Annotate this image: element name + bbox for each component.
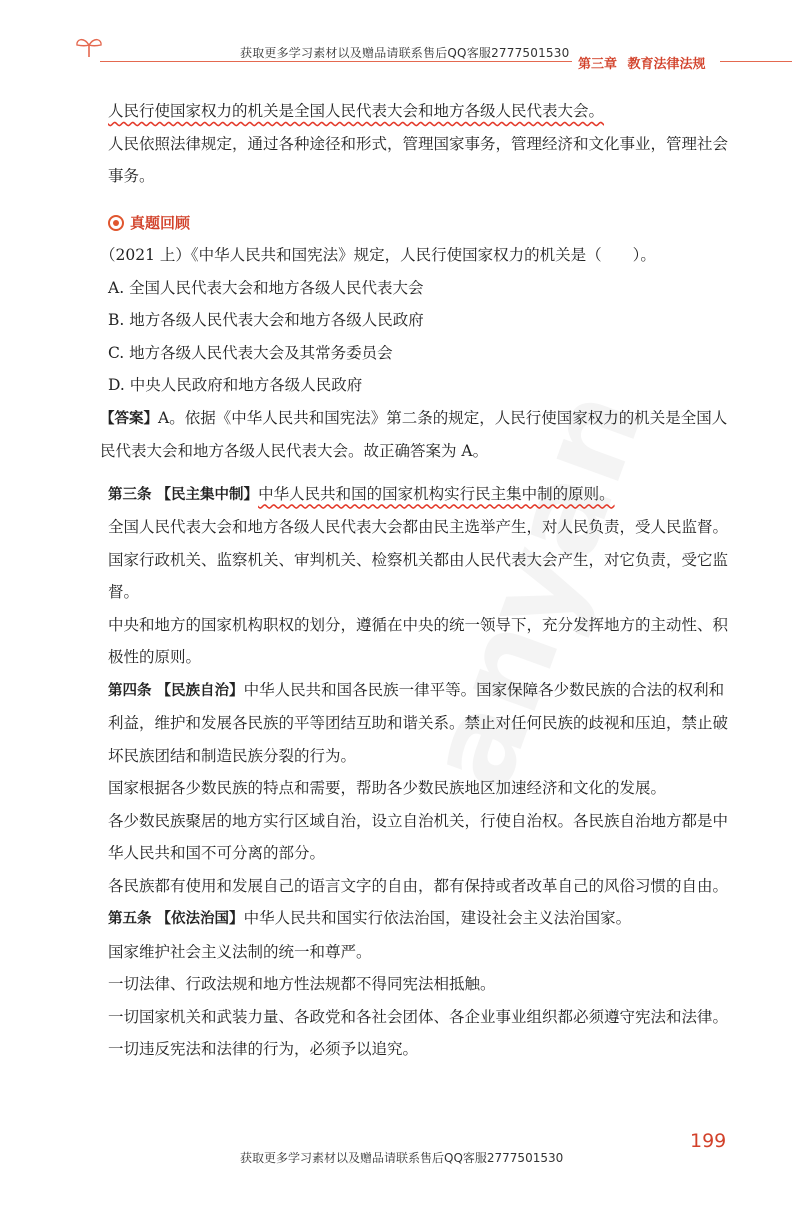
header-watermark: 获取更多学习素材以及赠品请联系售后QQ客服2777501530	[240, 46, 570, 60]
article-5-lead	[108, 902, 738, 936]
article-3-lead-text: 中华人民共和国的国家机构实行民主集中制的原则。	[258, 484, 615, 503]
answer-text: A。依据《中华人民共和国宪法》第二条的规定，人民行使国家权力的机关是全国人民代表大会和地方各级人民代表大会。故正确答案为 A。	[100, 408, 728, 460]
article-3-lead	[108, 478, 738, 512]
option-a: A. 全国人民代表大会和地方各级人民代表大会	[108, 278, 424, 297]
article-4-lead-text: 中华人民共和国各民族一律平等。国家保障各少数民族的合法的权利和利益，维护和发展各民族的平等团结互助和谐关系。禁止对任何民族的歧视和压迫，禁止破坏民族团结和制造民族分裂的行为。	[108, 680, 729, 765]
option-c: C. 地方各级人民代表大会及其常务委员会	[108, 343, 393, 362]
article-4-para: 各民族都有使用和发展自己的语言文字的自由，都有保持或者改革自己的风俗习惯的自由。	[108, 876, 729, 895]
article-3-para: 国家行政机关、监察机关、审判机关、检察机关都由人民代表大会产生，对它负责，受它监督。	[108, 550, 729, 601]
answer-tag: 【答案】	[100, 410, 158, 427]
gear-icon	[108, 215, 124, 231]
article-4-para: 各少数民族聚居的地方实行区域自治，设立自治机关，行使自治权。各民族自治地方都是中华人民共和国不可分离的部分。	[108, 811, 729, 862]
intro-line-2: 人民依照法律规定，通过各种途径和形式，管理国家事务，管理经济和文化事业，管理社会事务。	[108, 134, 729, 185]
article-5-para: 一切法律、行政法规和地方性法规都不得同宪法相抵触。	[108, 975, 496, 993]
article-5-para: 国家维护社会主义法制的统一和尊严。	[108, 942, 372, 961]
article-5-para: 一切国家机关和武装力量、各政党和各社会团体、各企业事业组织都必须遵守宪法和法律。一切违反宪法和法律的行为，必须予以追究。	[108, 1007, 729, 1058]
page-number: 199	[690, 1130, 727, 1152]
article-3-para: 全国人民代表大会和地方各级人民代表大会都由民主选举产生，对人民负责，受人民监督。	[108, 518, 729, 536]
answer	[100, 402, 738, 468]
article-4-lead	[108, 674, 738, 773]
header-rule-right	[720, 61, 792, 62]
page-header	[0, 0, 800, 80]
article-5-title: 第五条 【依法治国】	[108, 911, 244, 927]
article-4-title: 第四条 【民族自治】	[108, 682, 244, 699]
header-rule	[100, 61, 576, 62]
article-5-lead-text: 中华人民共和国实行依法治国，建设社会主义法治国家。	[243, 909, 632, 927]
option-b: B. 地方各级人民代表大会和地方各级人民政府	[108, 311, 424, 329]
chapter-title: 第三章 教育法律法规	[572, 53, 712, 72]
article-4-para: 国家根据各少数民族的特点和需要，帮助各少数民族地区加速经济和文化的发展。	[108, 779, 667, 797]
article-3-para: 中央和地方的国家机构职权的划分，遵循在中央的统一领导下，充分发挥地方的主动性、积极性的原则。	[108, 615, 729, 666]
option-d: D. 中央人民政府和地方各级人民政府	[108, 376, 363, 394]
review-heading	[108, 207, 738, 240]
footer-watermark: 获取更多学习素材以及赠品请联系售后QQ客服2777501530	[240, 1151, 564, 1165]
sprout-icon	[74, 34, 104, 58]
article-3-title: 第三条 【民主集中制】	[108, 486, 259, 503]
review-heading-label: 真题回顾	[130, 213, 191, 232]
page-content	[100, 95, 738, 1066]
intro-line-1: 人民行使国家权力的机关是全国人民代表大会和地方各级人民代表大会。	[108, 102, 605, 120]
review-question: （2021 上）《中华人民共和国宪法》规定，人民行使国家权力的机关是（ ）。	[100, 246, 656, 264]
